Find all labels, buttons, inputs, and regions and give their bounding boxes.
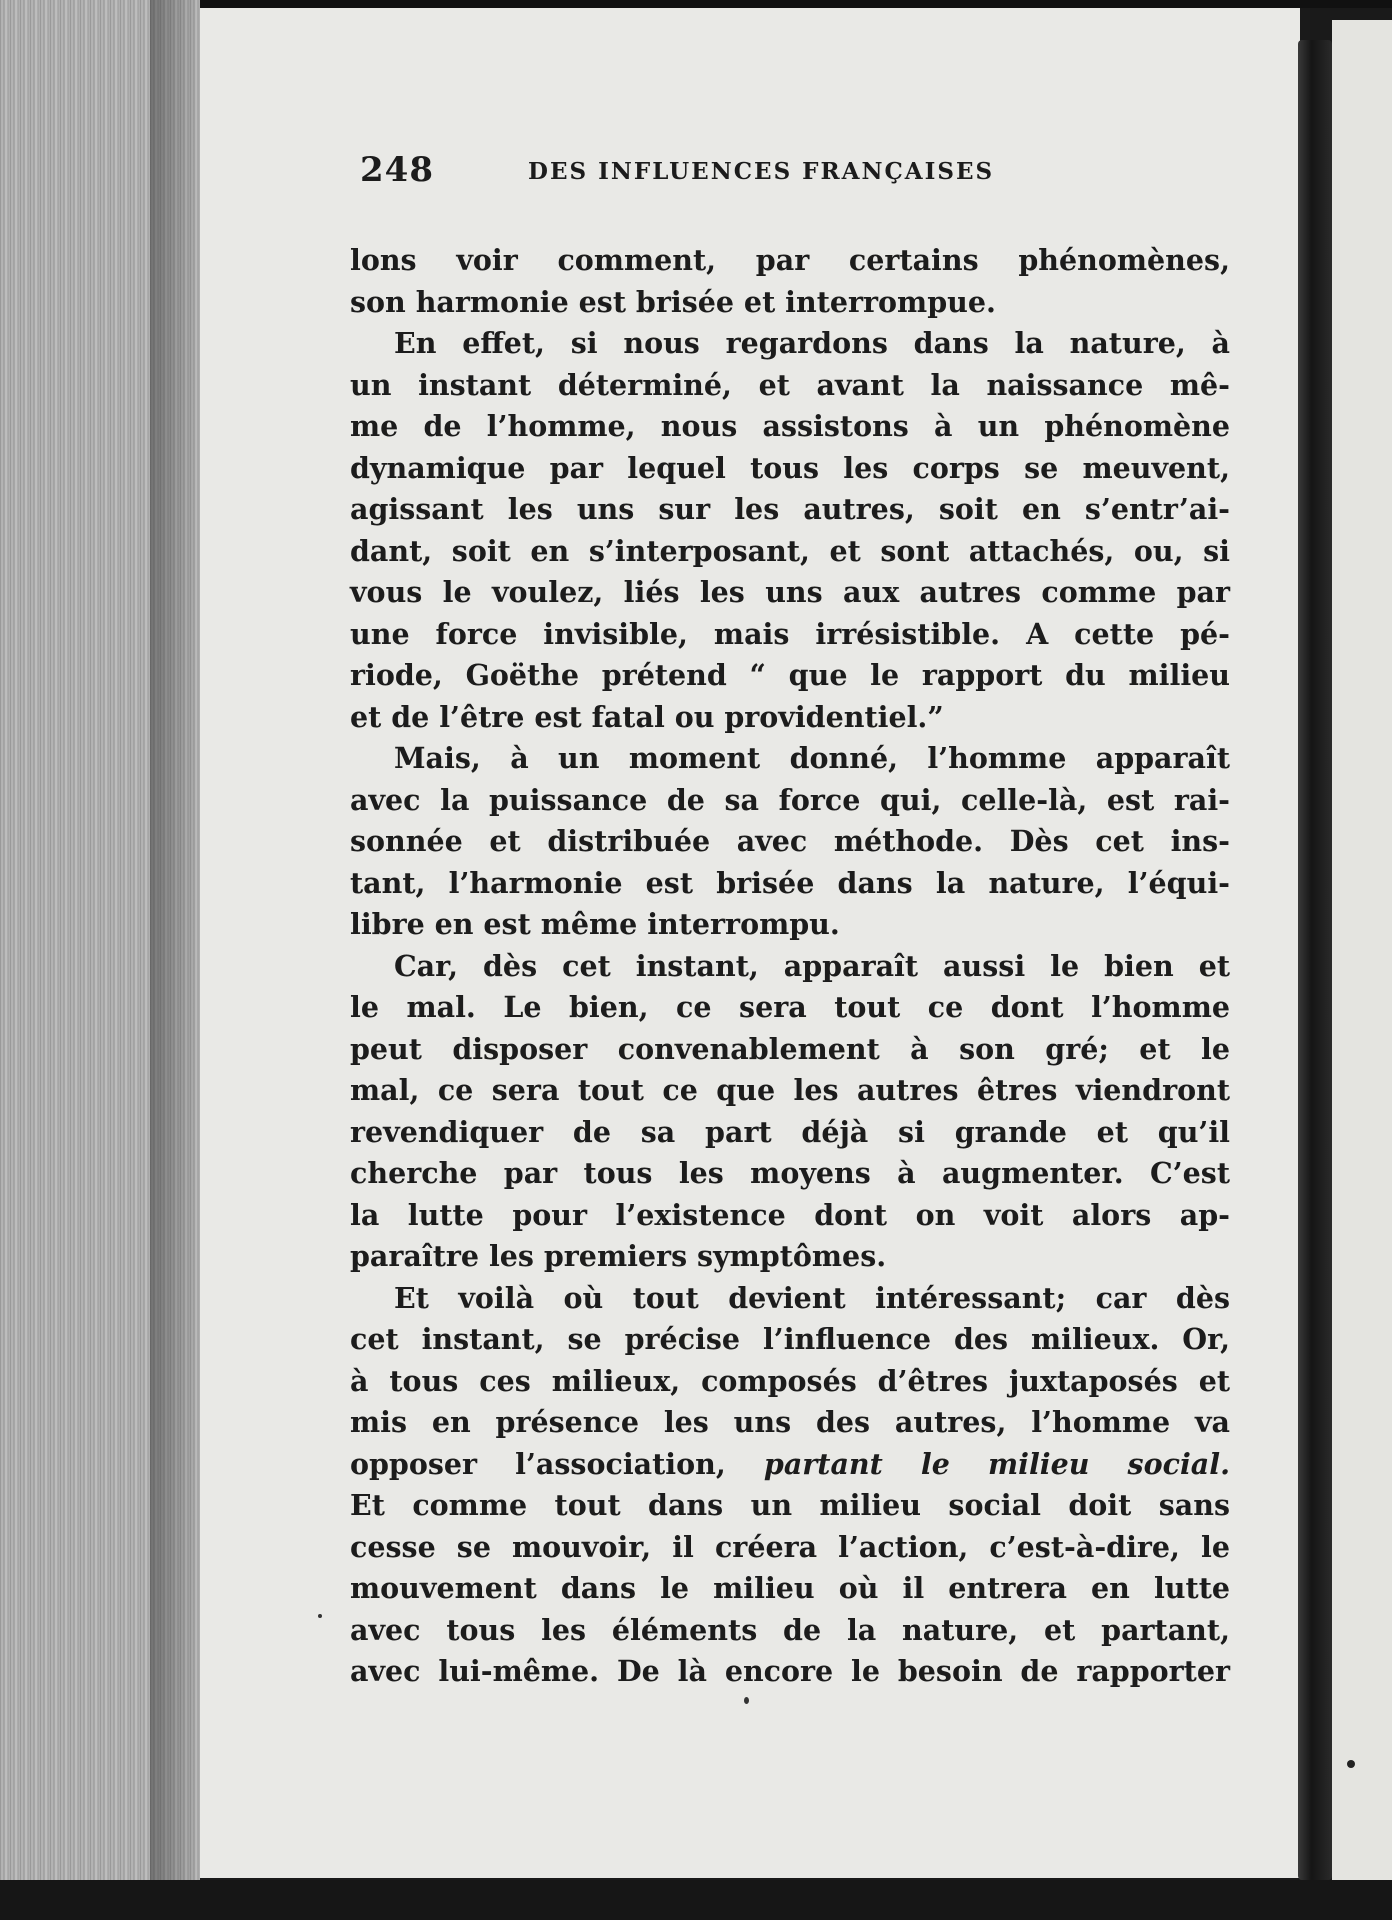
text-line: à tous ces milieux, composés d’êtres juxtaposés et <box>350 1363 1230 1398</box>
text-line: libre en est même interrompu. <box>350 907 840 941</box>
text-line: me de l’homme, nous assistons à un phénomène <box>350 409 1230 443</box>
text-line: Et comme tout dans un milieu social doit sans <box>350 1488 1230 1522</box>
text-line: mal, ce sera tout ce que les autres êtres viendront <box>350 1073 1230 1107</box>
text-line: tant, l’harmonie est brisée dans la nature, l’équi- <box>350 865 1230 900</box>
text-line: son harmonie est brisée et interrompue. <box>350 284 996 319</box>
scan-bottom-border <box>0 1880 1392 1920</box>
text-line: le mal. Le bien, ce sera tout ce dont l’homme <box>350 990 1230 1024</box>
text-line: dynamique par lequel tous les corps se meuvent, <box>350 450 1230 485</box>
text-line: cet instant, se précise l’influence des milieux. Or, <box>350 1322 1230 1356</box>
paper-speck <box>318 1614 322 1618</box>
text-line: Car, dès cet instant, apparaît aussi le bien et <box>394 948 1230 983</box>
italic-phrase: partant le milieu social. <box>763 1446 1230 1481</box>
running-head <box>360 150 1060 200</box>
paragraph-5 <box>350 1278 1230 1693</box>
text-line <box>350 1444 1230 1486</box>
text-line: En effet, si nous regardons dans la nature, à <box>394 326 1230 360</box>
text-line: dant, soit en s’interposant, et sont attachés, ou, si <box>350 533 1230 568</box>
text-line: paraître les premiers symptômes. <box>350 1239 887 1273</box>
paragraph-3 <box>350 738 1230 946</box>
text-line: vous le voulez, liés les uns aux autres comme par <box>350 575 1230 609</box>
book-spine <box>1298 40 1332 1880</box>
text-line: mouvement dans le milieu où il entrera en lutte <box>350 1571 1230 1605</box>
text-line: lons voir comment, par certains phénomènes, <box>350 243 1230 277</box>
text-line: et de l’être est fatal ou providentiel.” <box>350 699 944 734</box>
text-line: avec tous les éléments de la nature, et partant, <box>350 1612 1230 1647</box>
paragraph-2 <box>350 323 1230 738</box>
facing-page-edge <box>1332 20 1392 1880</box>
scan-top-border <box>0 0 1392 8</box>
body-text <box>350 240 1230 1693</box>
running-title: DES INFLUENCES FRANÇAISES <box>528 158 995 185</box>
text-line: agissant les uns sur les autres, soit en s’entr’ai- <box>350 492 1230 526</box>
paragraph-4 <box>350 946 1230 1278</box>
text-line: revendiquer de sa part déjà si grande et qu’il <box>350 1114 1230 1149</box>
text-line: une force invisible, mais irrésistible. A cette pé- <box>350 616 1230 651</box>
text-line: Et voilà où tout devient intéressant; car dès <box>394 1280 1230 1315</box>
text-line: cesse se mouvoir, il créera l’action, c’est-à-dire, le <box>350 1529 1230 1564</box>
text-line: peut disposer convenablement à son gré; et le <box>350 1031 1230 1066</box>
text-line: la lutte pour l’existence dont on voit alors ap- <box>350 1197 1230 1232</box>
paragraph-1 <box>350 240 1230 323</box>
text-fragment: opposer l’association, <box>350 1446 726 1481</box>
facing-page-mark <box>1347 1760 1355 1768</box>
paper-speck <box>744 1697 749 1704</box>
page-number: 248 <box>360 150 434 190</box>
text-line: sonnée et distribuée avec méthode. Dès cet ins- <box>350 824 1230 858</box>
text-line: cherche par tous les moyens à augmenter. C’est <box>350 1156 1230 1190</box>
text-line: un instant déterminé, et avant la naissance mê- <box>350 367 1230 402</box>
text-line: avec lui-même. De là encore le besoin de rapporter <box>350 1654 1230 1688</box>
text-line: Mais, à un moment donné, l’homme apparaît <box>394 741 1230 775</box>
text-line: mis en présence les uns des autres, l’homme va <box>350 1405 1230 1439</box>
gutter-shadow <box>150 0 200 1880</box>
text-line: avec la puissance de sa force qui, celle-là, est rai- <box>350 782 1230 817</box>
text-line: riode, Goëthe prétend “ que le rapport du milieu <box>350 658 1230 692</box>
